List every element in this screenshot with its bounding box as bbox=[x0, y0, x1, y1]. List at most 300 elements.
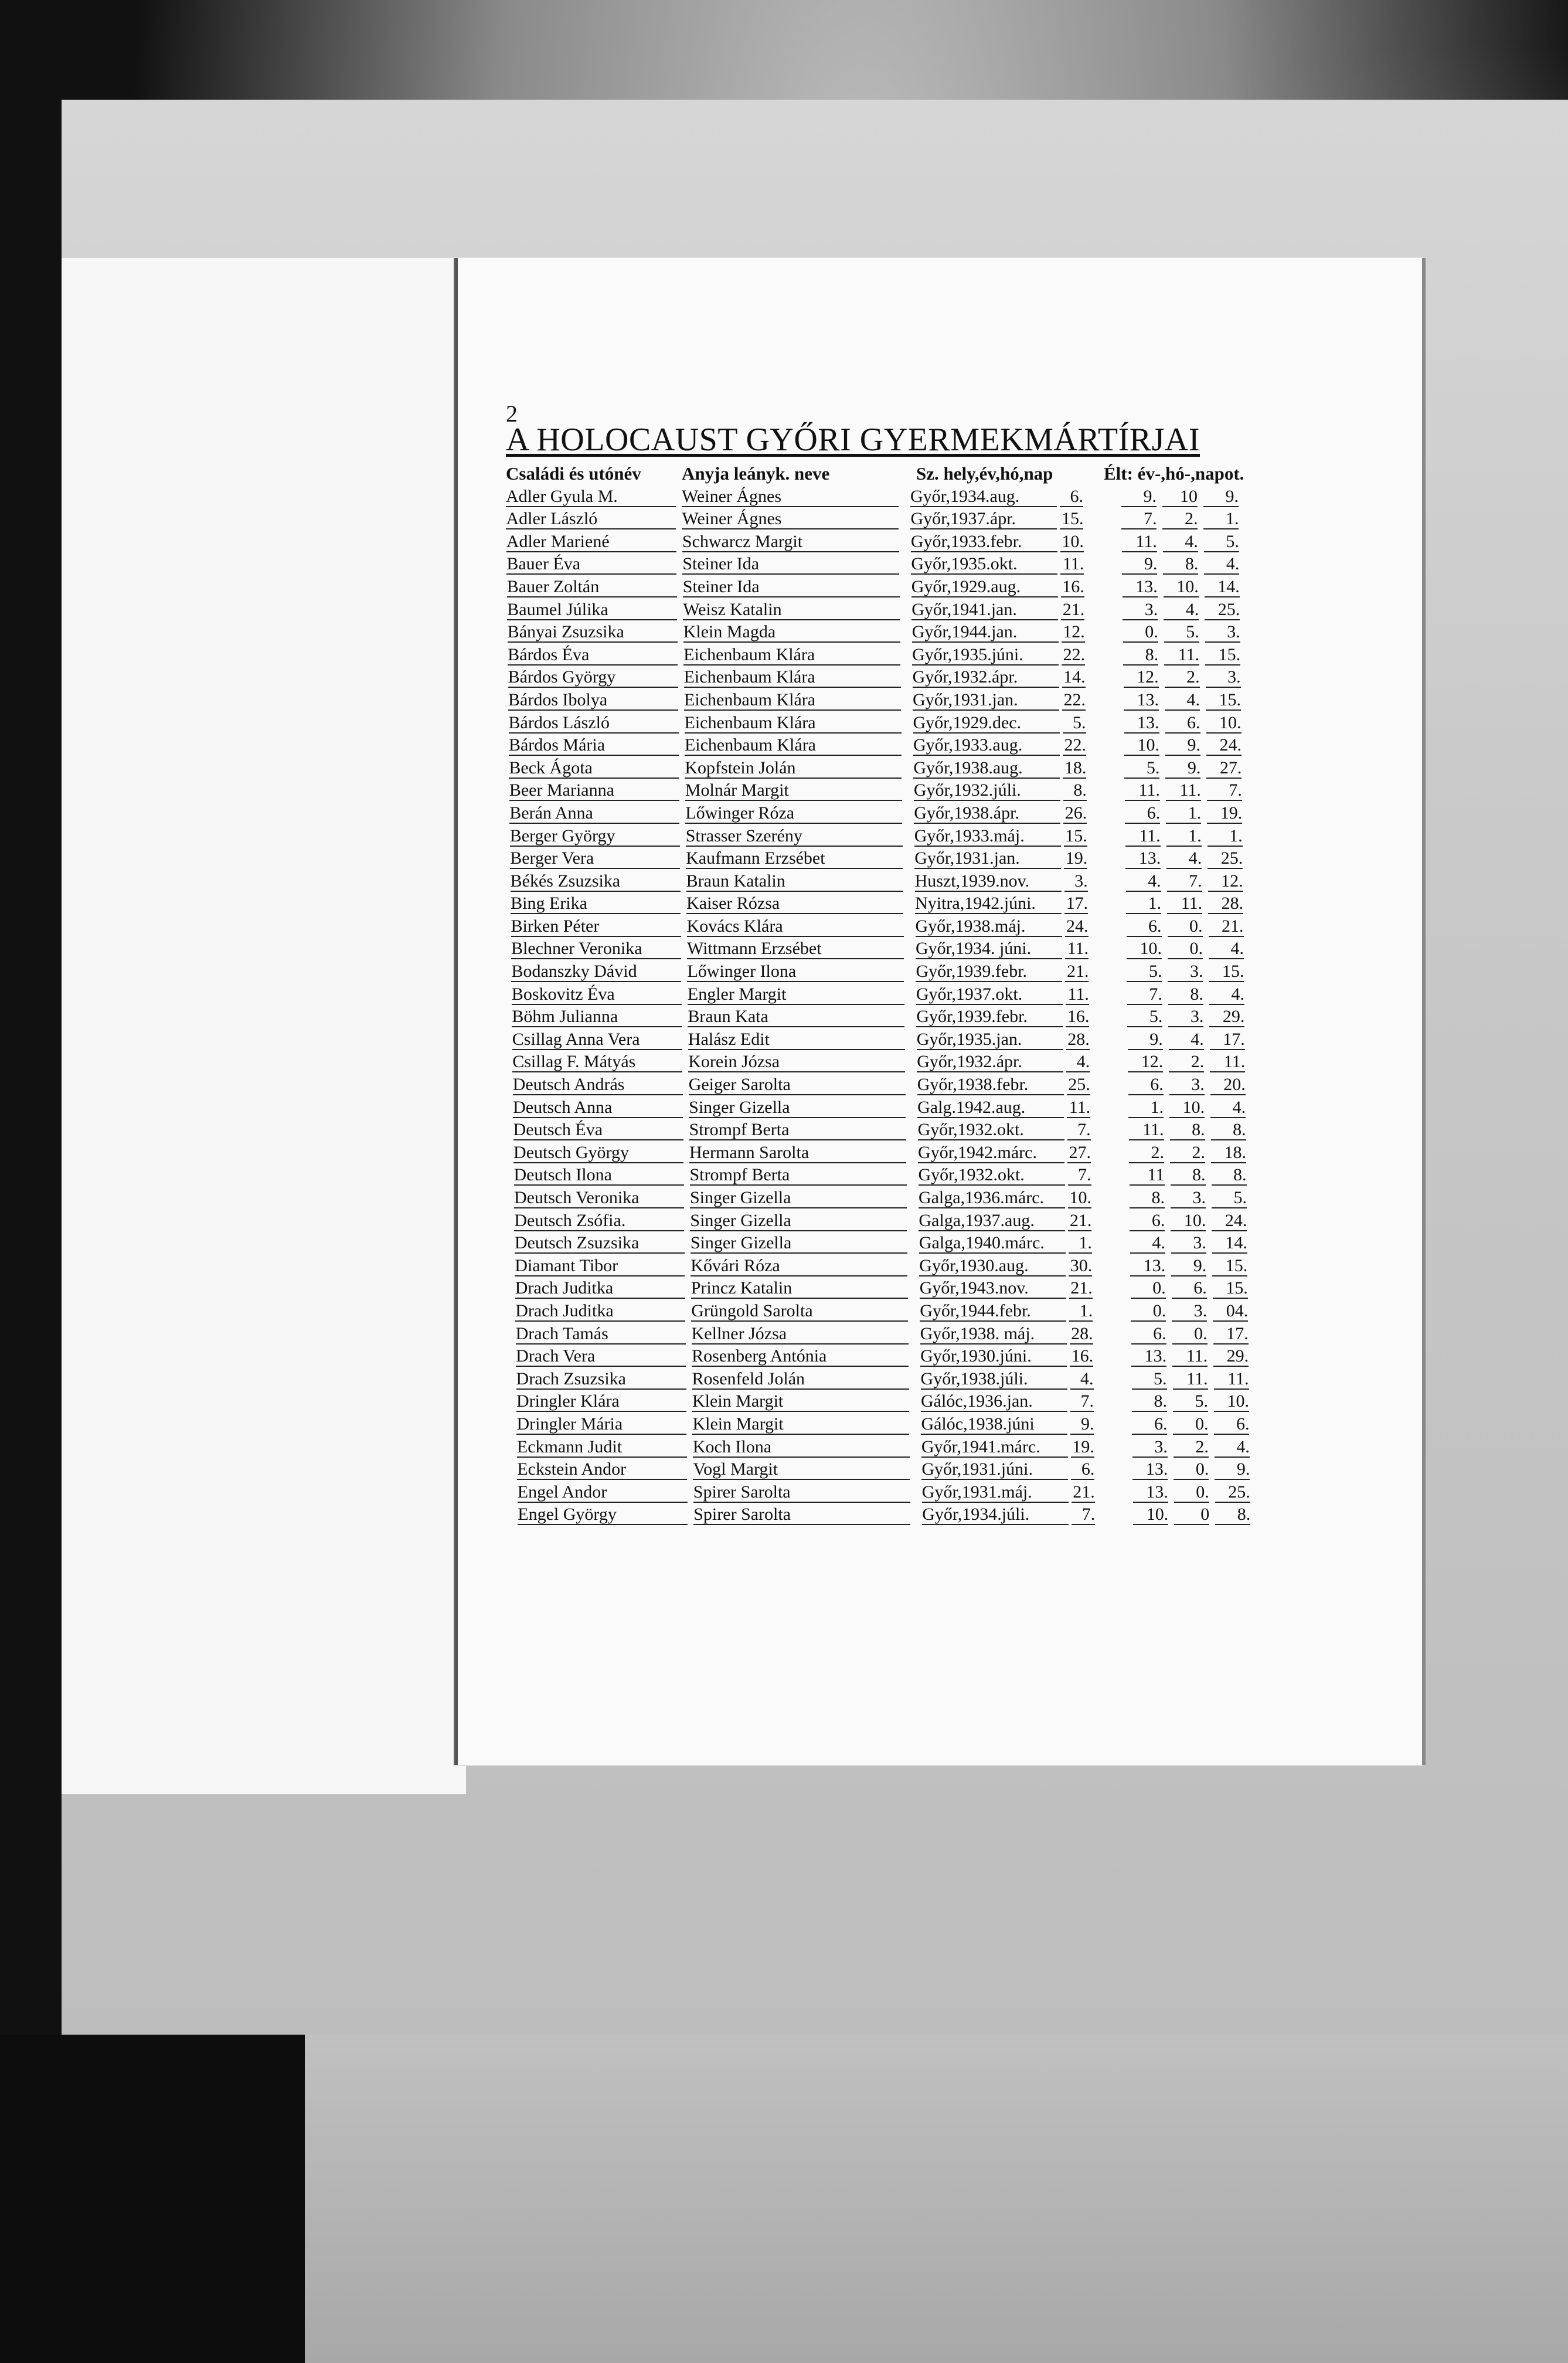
cell-birth-day: 7. bbox=[1068, 1166, 1091, 1186]
cell-lived-years: 6. bbox=[1125, 804, 1160, 824]
cell-name: Bodanszky Dávid bbox=[511, 963, 681, 982]
cell-lived-years: 9. bbox=[1128, 1031, 1163, 1050]
cell-lived-years: 13. bbox=[1130, 1257, 1165, 1276]
cell-lived-days: 27. bbox=[1206, 759, 1242, 779]
cell-birth-place-date: Győr,1930.júni. bbox=[920, 1347, 1067, 1367]
cell-lived-months: 0. bbox=[1172, 1325, 1208, 1345]
cell-lived-years: 13. bbox=[1124, 714, 1159, 734]
cell-birth-place-date: Győr,1933.febr. bbox=[911, 533, 1057, 552]
table-row bbox=[511, 960, 1291, 983]
cell-lived-months: 10 bbox=[1162, 488, 1198, 507]
cell-birth-place-date: Győr,1938. máj. bbox=[920, 1325, 1067, 1345]
table-row bbox=[514, 1210, 1291, 1233]
cell-lived-months: 11. bbox=[1164, 646, 1199, 666]
table-row bbox=[508, 622, 1291, 644]
cell-lived-months: 11. bbox=[1173, 1370, 1208, 1390]
scan-bottom-area bbox=[305, 2035, 1568, 2363]
cell-lived-days: 29. bbox=[1209, 1008, 1244, 1027]
cell-lived-months: 8. bbox=[1171, 1166, 1206, 1186]
cell-lived-days: 18. bbox=[1211, 1144, 1246, 1163]
cell-lived-days: 4. bbox=[1209, 940, 1244, 959]
cell-lived-months: 9. bbox=[1165, 736, 1200, 756]
cell-lived-years: 13. bbox=[1132, 1461, 1168, 1480]
cell-mother: Braun Katalin bbox=[686, 872, 903, 892]
cell-lived-days: 17. bbox=[1210, 1031, 1245, 1050]
cell-mother: Weisz Katalin bbox=[683, 601, 900, 620]
cell-lived-years: 1. bbox=[1128, 1099, 1164, 1118]
table-row bbox=[516, 1391, 1291, 1414]
cell-birth-day: 12. bbox=[1062, 623, 1085, 643]
cell-lived-days: 19. bbox=[1207, 804, 1242, 824]
cell-birth-place-date: Galga,1937.aug. bbox=[919, 1212, 1065, 1231]
table-row bbox=[512, 1028, 1291, 1051]
cell-birth-day: 11. bbox=[1065, 940, 1089, 959]
table-row bbox=[509, 802, 1291, 825]
cell-name: Baumel Júlika bbox=[507, 601, 677, 620]
cell-lived-years: 13. bbox=[1131, 1347, 1166, 1367]
table-row bbox=[511, 893, 1291, 916]
cell-lived-days: 6. bbox=[1214, 1415, 1249, 1435]
cell-birth-day: 22. bbox=[1062, 691, 1086, 711]
cell-mother: Strompf Berta bbox=[690, 1166, 907, 1186]
cell-birth-day: 18. bbox=[1063, 759, 1086, 779]
cell-name: Böhm Julianna bbox=[512, 1008, 682, 1027]
cell-lived-years: 4. bbox=[1126, 872, 1161, 892]
cell-mother: Kővári Róza bbox=[691, 1257, 907, 1276]
cell-lived-months: 3. bbox=[1168, 1008, 1203, 1027]
cell-name: Engel Andor bbox=[518, 1483, 688, 1503]
cell-birth-place-date: Gálóc,1936.jan. bbox=[921, 1393, 1067, 1412]
cell-lived-months: 5. bbox=[1164, 623, 1199, 643]
cell-birth-place-date: Győr,1929.dec. bbox=[913, 714, 1060, 734]
table-row bbox=[515, 1278, 1291, 1301]
cell-birth-place-date: Győr,1937.okt. bbox=[916, 986, 1063, 1005]
cell-birth-place-date: Győr,1935.júni. bbox=[912, 646, 1059, 666]
cell-birth-place-date: Győr,1938.júli. bbox=[921, 1370, 1067, 1390]
cell-birth-place-date: Galg.1942.aug. bbox=[917, 1099, 1064, 1118]
cell-name: Berger Vera bbox=[510, 850, 680, 869]
cell-lived-days: 15. bbox=[1205, 646, 1240, 666]
document-page bbox=[454, 258, 1422, 1765]
cell-lived-days: 25. bbox=[1205, 601, 1240, 620]
cell-lived-months: 4. bbox=[1166, 850, 1202, 869]
cell-birth-day: 24. bbox=[1065, 918, 1089, 937]
cell-name: Beer Marianna bbox=[509, 782, 679, 801]
cell-birth-place-date: Nyitra,1942.júni. bbox=[915, 895, 1062, 914]
table-row bbox=[518, 1504, 1291, 1527]
cell-lived-days: 3. bbox=[1206, 668, 1241, 688]
cell-mother: Klein Margit bbox=[692, 1393, 909, 1412]
cell-lived-years: 8. bbox=[1132, 1393, 1167, 1412]
cell-birth-day: 21. bbox=[1061, 601, 1084, 620]
cell-birth-place-date: Győr,1942.márc. bbox=[918, 1144, 1064, 1163]
cell-mother: Weiner Ágnes bbox=[682, 488, 899, 507]
cell-lived-years: 6. bbox=[1132, 1415, 1167, 1435]
cell-lived-days: 7. bbox=[1207, 782, 1242, 801]
cell-birth-day: 4. bbox=[1066, 1053, 1090, 1072]
cell-lived-years: 13. bbox=[1123, 578, 1158, 597]
cell-lived-days: 20. bbox=[1210, 1076, 1246, 1095]
table-row bbox=[510, 825, 1291, 848]
cell-birth-day: 11. bbox=[1060, 555, 1084, 575]
cell-lived-months: 0. bbox=[1168, 940, 1203, 959]
cell-name: Bauer Éva bbox=[506, 555, 676, 575]
header-name: Családi és utónév bbox=[506, 463, 641, 484]
cell-birth-day: 16. bbox=[1070, 1347, 1093, 1367]
cell-mother: Hermann Sarolta bbox=[689, 1144, 906, 1163]
cell-lived-months: 10. bbox=[1164, 578, 1199, 597]
cell-birth-place-date: Győr,1944.jan. bbox=[912, 623, 1059, 643]
cell-lived-months: 11. bbox=[1172, 1347, 1208, 1367]
cell-birth-day: 15. bbox=[1064, 827, 1087, 847]
cell-lived-months: 11. bbox=[1166, 782, 1201, 801]
cell-name: Bárdos Mária bbox=[509, 736, 679, 756]
cell-birth-day: 21. bbox=[1065, 963, 1089, 982]
cell-mother: Braun Kata bbox=[688, 1008, 904, 1027]
cell-birth-place-date: Győr,1932.ápr. bbox=[913, 668, 1059, 688]
cell-lived-days: 29. bbox=[1213, 1347, 1249, 1367]
cell-birth-place-date: Győr,1931.jan. bbox=[914, 850, 1061, 869]
cell-lived-months: 4. bbox=[1163, 533, 1198, 552]
cell-name: Bauer Zoltán bbox=[507, 578, 677, 597]
cell-lived-years: 13. bbox=[1124, 691, 1159, 711]
cell-lived-days: 5. bbox=[1212, 1189, 1247, 1208]
cell-lived-months: 2. bbox=[1170, 1144, 1205, 1163]
table-row bbox=[513, 1142, 1291, 1164]
cell-birth-place-date: Gálóc,1938.júni bbox=[921, 1415, 1067, 1435]
cell-mother: Kaufmann Erzsébet bbox=[686, 850, 903, 869]
cell-mother: Steiner Ida bbox=[683, 578, 900, 597]
cell-mother: Rosenberg Antónia bbox=[692, 1347, 909, 1367]
document-title: A HOLOCAUST GYŐRI GYERMEKMÁRTÍRJAI bbox=[506, 422, 1200, 458]
cell-lived-years: 12. bbox=[1128, 1053, 1163, 1072]
cell-birth-day: 25. bbox=[1067, 1076, 1090, 1095]
cell-name: Csillag Anna Vera bbox=[512, 1031, 682, 1050]
cell-birth-place-date: Galga,1936.márc. bbox=[919, 1189, 1065, 1208]
cell-lived-years: 11. bbox=[1122, 533, 1157, 552]
cell-name: Birken Péter bbox=[511, 918, 681, 937]
cell-lived-months: 3. bbox=[1172, 1302, 1207, 1322]
cell-lived-months: 8. bbox=[1168, 986, 1203, 1005]
cell-birth-day: 7. bbox=[1067, 1121, 1091, 1140]
cell-lived-months: 5. bbox=[1173, 1393, 1208, 1412]
cell-birth-day: 7. bbox=[1070, 1393, 1094, 1412]
table-row bbox=[506, 485, 1291, 508]
cell-birth-day: 14. bbox=[1062, 668, 1086, 688]
cell-name: Dringler Mária bbox=[516, 1415, 686, 1435]
table-row bbox=[512, 1051, 1291, 1074]
cell-name: Adler László bbox=[506, 510, 676, 529]
cell-birth-place-date: Győr,1937.ápr. bbox=[910, 510, 1057, 529]
cell-lived-days: 14. bbox=[1212, 1234, 1247, 1254]
cell-birth-day: 28. bbox=[1070, 1325, 1093, 1345]
cell-lived-days: 4. bbox=[1204, 555, 1239, 575]
cell-name: Deutsch Ilona bbox=[514, 1166, 684, 1186]
table-row bbox=[506, 554, 1291, 576]
cell-mother: Princz Katalin bbox=[691, 1279, 908, 1299]
cell-name: Drach Juditka bbox=[515, 1279, 685, 1299]
cell-lived-days: 1. bbox=[1208, 827, 1243, 847]
cell-birth-place-date: Győr,1933.aug. bbox=[913, 736, 1060, 756]
table-row bbox=[506, 531, 1291, 554]
cell-birth-day: 28. bbox=[1066, 1031, 1090, 1050]
header-birth: Sz. hely,év,hó,nap bbox=[916, 463, 1053, 484]
cell-lived-years: 7. bbox=[1127, 986, 1162, 1005]
cell-lived-months: 6. bbox=[1172, 1279, 1207, 1299]
cell-mother: Kellner Józsa bbox=[692, 1325, 909, 1345]
table-row bbox=[511, 915, 1291, 938]
cell-birth-day: 6. bbox=[1060, 488, 1083, 507]
cell-birth-place-date: Győr,1934.aug. bbox=[910, 488, 1057, 507]
cell-birth-day: 27. bbox=[1067, 1144, 1091, 1163]
table-row bbox=[518, 1481, 1291, 1504]
cell-mother: Korein Józsa bbox=[688, 1053, 905, 1072]
cell-lived-days: 28. bbox=[1208, 895, 1243, 914]
table-row bbox=[516, 1368, 1291, 1391]
cell-mother: Kaiser Rózsa bbox=[686, 895, 903, 914]
cell-birth-place-date: Győr,1934.júli. bbox=[922, 1506, 1069, 1525]
table-row bbox=[515, 1233, 1291, 1255]
cell-lived-years: 11. bbox=[1125, 782, 1160, 801]
cell-lived-years: 11. bbox=[1129, 1121, 1164, 1140]
cell-mother: Singer Gizella bbox=[690, 1212, 907, 1231]
cell-lived-months: 0. bbox=[1174, 1483, 1209, 1503]
table-row bbox=[515, 1255, 1291, 1278]
cell-birth-day: 11. bbox=[1067, 1099, 1090, 1118]
cell-birth-place-date: Győr,1938.febr. bbox=[917, 1076, 1064, 1095]
cell-lived-years: 5. bbox=[1124, 759, 1159, 779]
cell-name: Bing Erika bbox=[511, 895, 681, 914]
cell-lived-days: 15. bbox=[1209, 963, 1244, 982]
table-row bbox=[517, 1459, 1291, 1482]
cell-name: Deutsch Zsófia. bbox=[514, 1212, 684, 1231]
cell-lived-days: 12. bbox=[1208, 872, 1243, 892]
cell-lived-days: 4. bbox=[1215, 1438, 1250, 1458]
cell-mother: Weiner Ágnes bbox=[682, 510, 899, 529]
table-row bbox=[506, 508, 1291, 531]
cell-lived-days: 15. bbox=[1206, 691, 1241, 711]
cell-lived-years: 13. bbox=[1125, 850, 1161, 869]
cell-lived-months: 0 bbox=[1174, 1506, 1209, 1525]
cell-name: Deutsch Zsuzsika bbox=[515, 1234, 685, 1254]
table-row bbox=[508, 689, 1291, 712]
cell-name: Drach Zsuzsika bbox=[516, 1370, 686, 1390]
cell-birth-place-date: Győr,1934. júni. bbox=[916, 940, 1062, 959]
cell-name: Deutsch Éva bbox=[513, 1121, 683, 1140]
cell-lived-days: 11. bbox=[1210, 1053, 1245, 1072]
cell-lived-months: 7. bbox=[1167, 872, 1202, 892]
cell-lived-days: 04. bbox=[1213, 1302, 1248, 1322]
cell-name: Bárdos György bbox=[508, 668, 678, 688]
cell-name: Adler Gyula M. bbox=[506, 488, 676, 507]
cell-birth-day: 21. bbox=[1068, 1212, 1091, 1231]
cell-birth-place-date: Galga,1940.márc. bbox=[919, 1234, 1066, 1254]
cell-birth-day: 21. bbox=[1072, 1483, 1095, 1503]
victims-table bbox=[506, 463, 1291, 1526]
cell-name: Deutsch Veronika bbox=[514, 1189, 684, 1208]
cell-lived-months: 4. bbox=[1165, 691, 1200, 711]
cell-mother: Eichenbaum Klára bbox=[685, 714, 902, 734]
cell-birth-place-date: Győr,1938.aug. bbox=[913, 759, 1060, 779]
table-row bbox=[509, 780, 1291, 803]
cell-lived-years: 1. bbox=[1126, 895, 1161, 914]
cell-mother: Rosenfeld Jolán bbox=[692, 1370, 909, 1390]
cell-birth-day: 26. bbox=[1063, 804, 1087, 824]
table-row bbox=[514, 1187, 1291, 1210]
cell-mother: Lőwinger Ilona bbox=[687, 963, 904, 982]
cell-lived-years: 8. bbox=[1123, 646, 1158, 666]
cell-name: Drach Tamás bbox=[516, 1325, 686, 1345]
cell-mother: Eichenbaum Klára bbox=[685, 736, 902, 756]
cell-mother: Eichenbaum Klára bbox=[683, 646, 900, 666]
cell-lived-months: 0. bbox=[1173, 1415, 1208, 1435]
cell-lived-days: 8. bbox=[1215, 1506, 1250, 1525]
cell-lived-days: 8. bbox=[1211, 1121, 1246, 1140]
cell-birth-day: 4. bbox=[1070, 1370, 1094, 1390]
cell-lived-months: 6. bbox=[1165, 714, 1200, 734]
cell-birth-day: 19. bbox=[1071, 1438, 1094, 1458]
cell-birth-day: 16. bbox=[1061, 578, 1084, 597]
cell-name: Eckmann Judit bbox=[517, 1438, 687, 1458]
cell-lived-days: 4. bbox=[1209, 986, 1244, 1005]
cell-mother: Halász Edit bbox=[688, 1031, 905, 1050]
cell-name: Drach Vera bbox=[516, 1347, 686, 1367]
cell-birth-day: 16. bbox=[1066, 1008, 1089, 1027]
cell-birth-day: 19. bbox=[1064, 850, 1087, 869]
cell-mother: Lőwinger Róza bbox=[685, 804, 902, 824]
table-body bbox=[506, 485, 1291, 1526]
cell-lived-years: 5. bbox=[1127, 963, 1162, 982]
cell-lived-years: 9. bbox=[1122, 555, 1157, 575]
cell-name: Diamant Tibor bbox=[515, 1257, 685, 1276]
cell-mother: Engler Margit bbox=[688, 986, 904, 1005]
cell-lived-months: 0. bbox=[1174, 1461, 1209, 1480]
cell-lived-months: 2. bbox=[1165, 668, 1200, 688]
table-row bbox=[508, 644, 1291, 667]
cell-lived-years: 4. bbox=[1130, 1234, 1165, 1254]
table-row bbox=[511, 870, 1291, 893]
cell-lived-months: 3. bbox=[1168, 963, 1203, 982]
cell-birth-place-date: Győr,1933.máj. bbox=[914, 827, 1061, 847]
cell-birth-place-date: Győr,1930.aug. bbox=[919, 1257, 1066, 1276]
table-row bbox=[513, 1096, 1291, 1119]
cell-birth-place-date: Győr,1943.nov. bbox=[920, 1279, 1066, 1299]
cell-lived-years: 6. bbox=[1130, 1212, 1165, 1231]
cell-name: Eckstein Andor bbox=[517, 1461, 687, 1480]
cell-lived-months: 9. bbox=[1165, 759, 1200, 779]
cell-birth-day: 6. bbox=[1071, 1461, 1094, 1480]
cell-lived-years: 0. bbox=[1131, 1302, 1166, 1322]
table-row bbox=[509, 712, 1292, 735]
cell-lived-days: 3. bbox=[1205, 623, 1240, 643]
cell-mother: Singer Gizella bbox=[690, 1189, 907, 1208]
cell-mother: Klein Magda bbox=[683, 623, 900, 643]
cell-name: Dringler Klára bbox=[516, 1393, 686, 1412]
cell-mother: Strasser Szerény bbox=[686, 827, 903, 847]
table-row bbox=[511, 938, 1291, 961]
cell-mother: Strompf Berta bbox=[689, 1121, 906, 1140]
table-row bbox=[517, 1436, 1291, 1459]
cell-birth-place-date: Győr,1932.okt. bbox=[919, 1166, 1065, 1186]
cell-birth-place-date: Huszt,1939.nov. bbox=[915, 872, 1062, 892]
cell-name: Drach Juditka bbox=[515, 1302, 685, 1322]
cell-birth-day: 11. bbox=[1066, 986, 1089, 1005]
cell-lived-months: 2. bbox=[1169, 1053, 1204, 1072]
cell-birth-day: 10. bbox=[1068, 1189, 1091, 1208]
cell-birth-place-date: Győr,1935.okt. bbox=[911, 555, 1057, 575]
cell-mother: Kopfstein Jolán bbox=[685, 759, 902, 779]
cell-birth-place-date: Győr,1929.aug. bbox=[911, 578, 1058, 597]
scan-left-margin bbox=[62, 258, 466, 1794]
cell-birth-place-date: Győr,1939.febr. bbox=[916, 963, 1062, 982]
cell-lived-years: 10. bbox=[1127, 940, 1162, 959]
cell-mother: Klein Margit bbox=[692, 1415, 909, 1435]
cell-lived-years: 8. bbox=[1130, 1189, 1165, 1208]
cell-lived-years: 0. bbox=[1123, 623, 1158, 643]
cell-lived-months: 4. bbox=[1169, 1031, 1204, 1050]
cell-lived-years: 11 bbox=[1130, 1166, 1165, 1186]
cell-name: Engel György bbox=[518, 1506, 688, 1525]
cell-birth-day: 8. bbox=[1063, 782, 1087, 801]
table-row bbox=[516, 1346, 1291, 1369]
cell-mother: Kovács Klára bbox=[687, 918, 904, 937]
cell-lived-days: 25. bbox=[1215, 1483, 1250, 1503]
cell-birth-day: 1. bbox=[1069, 1234, 1092, 1254]
table-row bbox=[510, 848, 1291, 871]
cell-mother: Vogl Margit bbox=[693, 1461, 910, 1480]
table-row bbox=[512, 983, 1291, 1006]
cell-mother: Schwarcz Margit bbox=[682, 533, 899, 552]
cell-lived-months: 2. bbox=[1174, 1438, 1209, 1458]
cell-birth-day: 5. bbox=[1063, 714, 1086, 734]
table-row bbox=[513, 1074, 1291, 1096]
cell-mother: Eichenbaum Klára bbox=[684, 691, 901, 711]
cell-lived-months: 8. bbox=[1170, 1121, 1205, 1140]
cell-birth-place-date: Győr,1931.júni. bbox=[921, 1461, 1068, 1480]
cell-mother: Wittmann Erzsébet bbox=[687, 940, 904, 959]
cell-lived-years: 6. bbox=[1127, 918, 1162, 937]
cell-mother: Eichenbaum Klára bbox=[684, 668, 901, 688]
table-row bbox=[515, 1300, 1291, 1323]
table-header bbox=[506, 463, 1291, 485]
cell-lived-months: 1. bbox=[1166, 827, 1202, 847]
cell-lived-years: 13. bbox=[1133, 1483, 1168, 1503]
cell-mother: Singer Gizella bbox=[689, 1099, 906, 1118]
cell-lived-years: 9. bbox=[1121, 488, 1157, 507]
cell-lived-years: 6. bbox=[1128, 1076, 1164, 1095]
cell-lived-years: 5. bbox=[1127, 1008, 1162, 1027]
cell-birth-day: 15. bbox=[1060, 510, 1083, 529]
cell-birth-day: 22. bbox=[1063, 736, 1086, 756]
cell-lived-days: 9. bbox=[1203, 488, 1239, 507]
cell-lived-months: 10. bbox=[1169, 1099, 1205, 1118]
cell-name: Deutsch György bbox=[513, 1144, 683, 1163]
cell-lived-months: 3. bbox=[1171, 1234, 1206, 1254]
cell-birth-day: 10. bbox=[1060, 533, 1084, 552]
cell-birth-place-date: Győr,1932.ápr. bbox=[917, 1053, 1063, 1072]
cell-birth-place-date: Győr,1932.júli. bbox=[914, 782, 1060, 801]
cell-lived-days: 21. bbox=[1209, 918, 1244, 937]
cell-birth-place-date: Győr,1931.máj. bbox=[922, 1483, 1069, 1503]
cell-birth-place-date: Győr,1939.febr. bbox=[916, 1008, 1063, 1027]
cell-lived-years: 5. bbox=[1132, 1370, 1167, 1390]
cell-lived-years: 10. bbox=[1124, 736, 1159, 756]
cell-lived-days: 24. bbox=[1206, 736, 1242, 756]
cell-lived-years: 3. bbox=[1123, 601, 1158, 620]
cell-birth-place-date: Győr,1938.máj. bbox=[916, 918, 1062, 937]
cell-birth-place-date: Győr,1941.márc. bbox=[921, 1438, 1068, 1458]
cell-lived-years: 0. bbox=[1131, 1279, 1166, 1299]
